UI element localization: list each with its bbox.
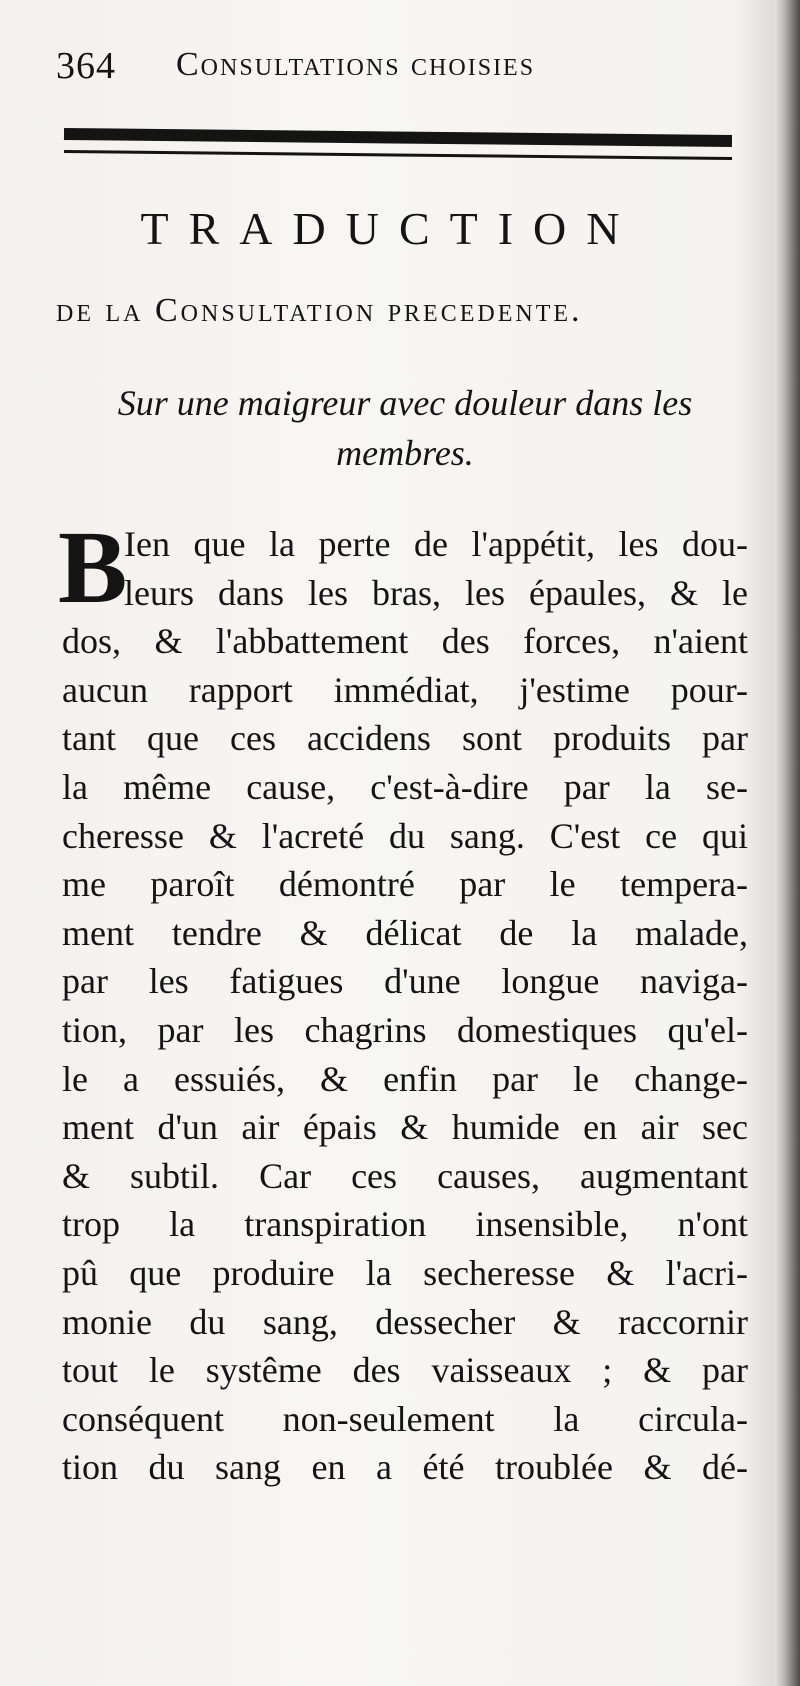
text-line: la même cause, c'est-à-dire par la se-: [62, 766, 748, 807]
text-line: & subtil. Car ces causes, augmentant: [62, 1155, 748, 1196]
page-header: [56, 38, 676, 98]
text-line: leurs dans les bras, les épaules, & le: [124, 572, 748, 613]
page-number: 364: [56, 45, 116, 87]
body-text: [58, 510, 748, 1492]
section-subtitle: de la Consultation precedente.: [56, 292, 583, 329]
text-line: aucun rapport immédiat, j'estime pour-: [62, 669, 748, 710]
text-line: par les fatigues d'une longue naviga-: [62, 961, 748, 1002]
text-line: me paroît démontré par le tempera-: [62, 864, 748, 905]
section-title: TRADUCTION: [140, 203, 640, 254]
text-line: monie du sang, dessecher & raccornir: [62, 1301, 748, 1342]
header-rule-thin: [64, 150, 732, 160]
text-line: ment tendre & délicat de la malade,: [62, 912, 748, 953]
text-line: ment d'un air épais & humide en air sec: [62, 1107, 748, 1148]
running-head: Consultations choisies: [176, 46, 536, 83]
subject-heading: [70, 378, 740, 478]
subject-line-2: membres.: [336, 433, 474, 473]
text-line: le a essuiés, & enfin par le change-: [62, 1058, 748, 1099]
text-line: tion, par les chagrins domestiques qu'el-: [62, 1009, 748, 1050]
text-line: tant que ces accidens sont produits par: [62, 718, 748, 759]
subject-line-1: Sur une maigreur avec douleur dans les: [117, 383, 693, 423]
text-line: trop la transpiration insensible, n'ont: [62, 1204, 748, 1245]
text-line: pû que produire la secheresse & l'acri-: [62, 1252, 748, 1293]
drop-cap: B: [58, 510, 128, 625]
text-line: tout le systême des vaisseaux ; & par: [62, 1350, 748, 1391]
text-line: cheresse & l'acreté du sang. C'est ce qui: [62, 815, 748, 856]
text-line: tion du sang en a été troublée & dé-: [62, 1447, 748, 1488]
header-rule: [64, 128, 732, 147]
text-line: Ien que la perte de l'appétit, les dou-: [124, 524, 748, 564]
text-line: dos, & l'abbattement des forces, n'aient: [62, 621, 748, 662]
text-line: conséquent non-seulement la circula-: [62, 1398, 748, 1439]
